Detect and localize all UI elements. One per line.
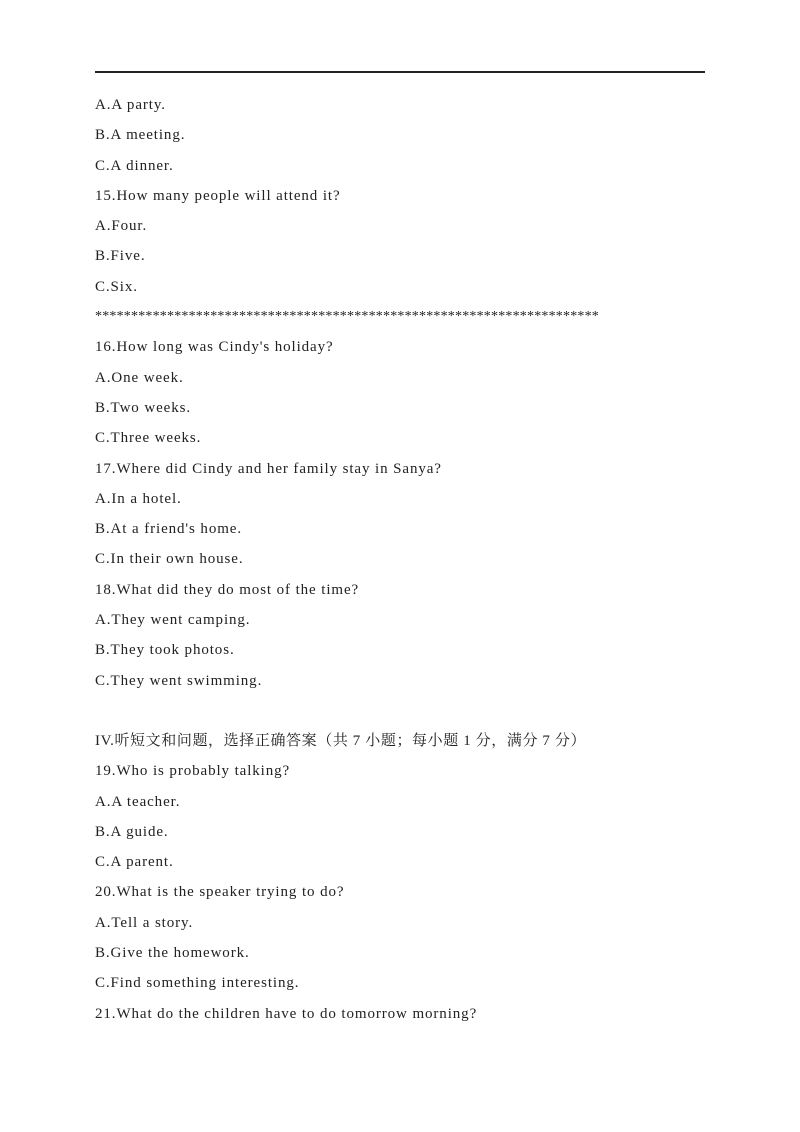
option-a-four: A.Four.: [95, 218, 148, 235]
section-gap: [95, 696, 715, 726]
option-a-camping: A.They went camping.: [95, 612, 251, 629]
option-c-find-something: C.Find something interesting.: [95, 975, 300, 992]
option-a-hotel: A.In a hotel.: [95, 490, 182, 507]
question-19: 19.Who is probably talking?: [95, 763, 291, 780]
question-21: 21.What do the children have to do tomorrow morning?: [95, 1005, 478, 1022]
option-b-guide: B.A guide.: [95, 823, 169, 840]
option-b-friends-home: B.At a friend's home.: [95, 521, 242, 538]
option-b-meeting: B.A meeting.: [95, 127, 186, 144]
header-rule: [95, 71, 705, 73]
option-c-own-house: C.In their own house.: [95, 551, 244, 568]
option-a-tell-story: A.Tell a story.: [95, 914, 194, 931]
question-15: 15.How many people will attend it?: [95, 187, 341, 204]
section-heading: IV.听短文和问题，选择正确答案（共 7 小题；每小题 1 分，满分 7 分）: [95, 732, 587, 749]
option-c-parent: C.A parent.: [95, 854, 174, 871]
question-16: 16.How long was Cindy's holiday?: [95, 339, 334, 356]
option-b-photos: B.They took photos.: [95, 642, 235, 659]
question-content: [95, 90, 715, 1029]
option-a-teacher: A.A teacher.: [95, 793, 181, 810]
star-separator: **********************************************************************: [95, 309, 599, 325]
option-b-homework: B.Give the homework.: [95, 945, 250, 962]
option-c-swimming: C.They went swimming.: [95, 672, 263, 689]
option-a-one-week: A.One week.: [95, 369, 184, 386]
question-20: 20.What is the speaker trying to do?: [95, 884, 345, 901]
option-a-party: A.A party.: [95, 97, 166, 113]
question-18: 18.What did they do most of the time?: [95, 581, 360, 598]
option-c-six: C.Six.: [95, 278, 138, 295]
question-17: 17.Where did Cindy and her family stay in Sanya?: [95, 460, 442, 477]
option-c-dinner: C.A dinner.: [95, 157, 174, 174]
option-b-two-weeks: B.Two weeks.: [95, 399, 191, 416]
option-b-five: B.Five.: [95, 248, 146, 265]
option-c-three-weeks: C.Three weeks.: [95, 430, 202, 447]
